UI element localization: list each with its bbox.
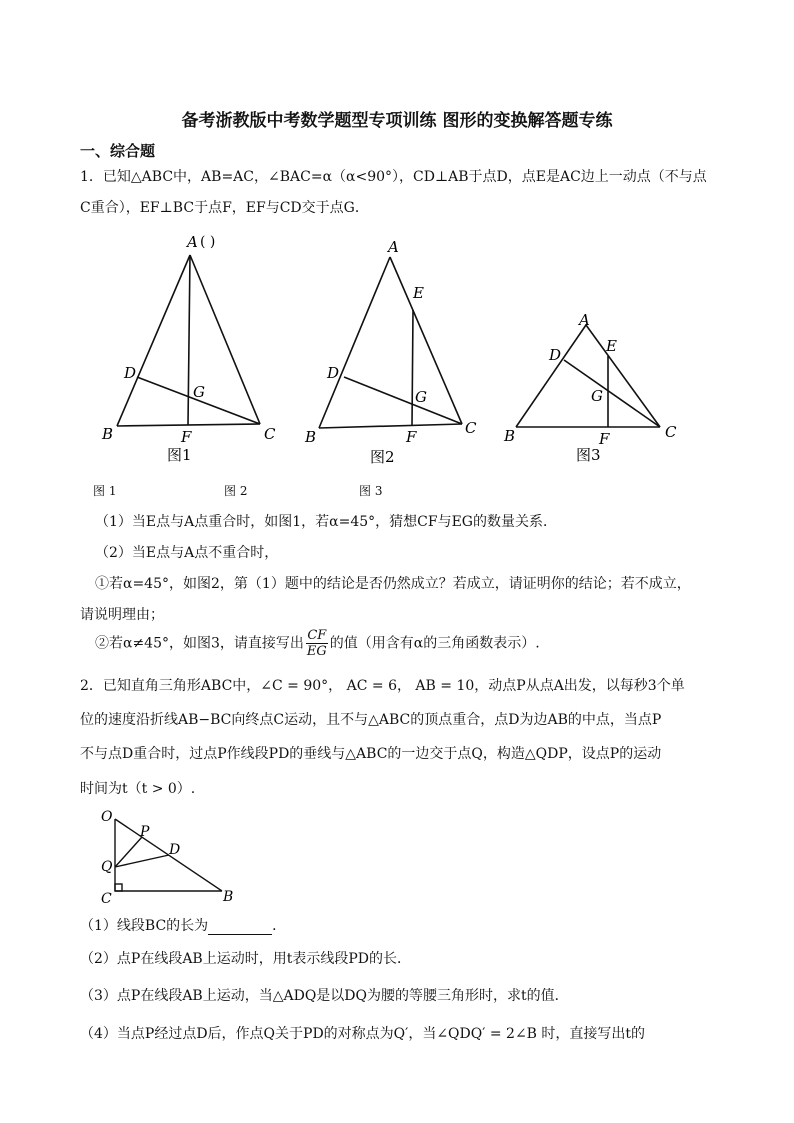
fraction-numerator: CF: [307, 628, 327, 643]
figure-2: [300, 230, 500, 470]
fig2-label-g: G: [415, 388, 427, 406]
q2-label-q: Q: [101, 859, 113, 875]
q2-line4: 时间为t（t > 0）.: [80, 781, 196, 797]
fig2-label-f: F: [406, 428, 417, 446]
q2-sub1: [80, 915, 286, 935]
q2-sub3: （3）点P在线段AB上运动，当△ADQ是以DQ为腰的等腰三角形时，求t的值．: [80, 988, 569, 1004]
fig1-label-d: D: [124, 364, 137, 382]
fig1-label-c: C: [264, 425, 276, 443]
fig3-label-e: E: [606, 337, 617, 355]
q2-label-o: O: [101, 809, 113, 825]
fig3-caption: 图3: [576, 446, 601, 464]
q2-sub2: （2）点P在线段AB上运动时，用t表示线段PD的长．: [80, 951, 411, 967]
fraction-cf-eg: [306, 628, 328, 659]
figure-3: [500, 305, 700, 470]
fig1-label-a: A: [187, 233, 198, 251]
q2-line2: 位的速度沿折线AB−BC向终点C运动，且不与△ABC的顶点重合，点D为边AB的中点，当点P: [80, 712, 662, 728]
fig3-label-a: A: [579, 311, 590, 329]
fig2-label-b: B: [305, 428, 317, 446]
q2-sub1-post: ．: [272, 918, 287, 934]
q2-label-d: D: [169, 842, 181, 858]
fig2-caption: 图2: [370, 448, 395, 466]
fig2-label-a: A: [388, 238, 399, 256]
q2-sub4: （4）当点P经过点D后，作点Q关于PD的对称点为Q′，当∠QDQ′ = 2∠B 时，直接写出t的: [80, 1026, 646, 1042]
q1-sub2a-line1: ①若α=45°，如图2，第（1）题中的结论是否仍然成立？若成立，请证明你的结论；若不成立，: [95, 576, 691, 592]
fig3-label-b: B: [504, 427, 516, 445]
fig2-label-d: D: [327, 364, 340, 382]
fig3-small-label: 图 3: [359, 484, 383, 498]
q1-line2: C重合），EF⊥BC于点F，EF与CD交于点G．: [80, 200, 369, 216]
fig1-small-label: 图 1: [93, 484, 117, 498]
q2-line1: 2．已知直角三角形ABC中，∠C = 90°， AC = 6， AB = 10，动点P从点A出发，以每秒3个单: [80, 678, 685, 694]
q1-sub2b: [95, 628, 540, 659]
q1-sub2: （2）当E点与A点不重合时，: [95, 545, 279, 561]
fig1-caption: 图1: [167, 446, 192, 464]
fig2-label-e: E: [413, 284, 424, 302]
q2-label-b: B: [223, 889, 234, 905]
section-heading: 一、综合题: [80, 142, 156, 160]
fig3-label-g: G: [591, 387, 603, 405]
fraction-denominator: EG: [306, 644, 327, 659]
page-title: 备考浙教版中考数学题型专项训练 图形的变换解答题专练: [181, 111, 613, 131]
q1-sub2b-post: 的值（用含有α的三角函数表示）.: [329, 635, 540, 652]
q2-figure: [92, 805, 252, 905]
q2-label-c: C: [101, 891, 112, 905]
fig1-label-b: B: [102, 425, 114, 443]
q1-line1: 1．已知△ABC中，AB=AC，∠BAC=α（α<90°），CD⊥AB于点D，点E是AC边上一动点（不与点: [80, 169, 707, 185]
fig1-label-g: G: [193, 383, 205, 401]
fig1-label-f: F: [181, 428, 192, 446]
q2-label-p: P: [140, 824, 150, 840]
fig2-small-label: 图 2: [224, 484, 248, 498]
fig3-label-f: F: [599, 430, 610, 448]
answer-blank: [208, 920, 272, 935]
fig3-label-d: D: [549, 346, 562, 364]
q1-sub1: （1）当E点与A点重合时，如图1，若α=45°，猜想CF与EG的数量关系．: [95, 514, 557, 530]
figure-1: [95, 230, 295, 465]
fig3-label-c: C: [665, 423, 677, 441]
q1-sub2b-pre: ②若α≠45°，如图3，请直接写出: [95, 635, 304, 652]
q1-sub2a-line2: 请说明理由；: [80, 607, 164, 623]
q2-sub1-pre: （1）线段BC的长为: [80, 918, 209, 934]
fig1-label-paren: ( ): [200, 234, 216, 250]
q2-line3: 不与点D重合时，过点P作线段PD的垂线与△ABC的一边交于点Q，构造△QDP，设点P的运动: [80, 746, 662, 762]
fig2-label-c: C: [465, 419, 477, 437]
